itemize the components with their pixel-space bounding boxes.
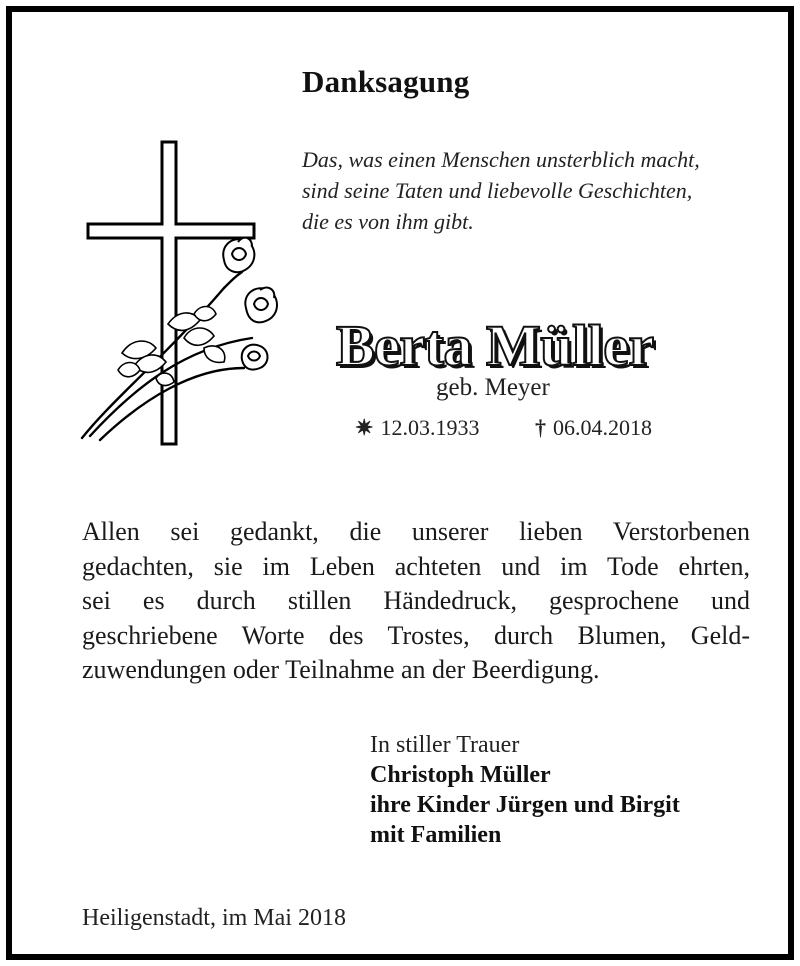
thanks-line: Allen sei gedankt, die unserer lieben Verstorbenen <box>82 517 750 546</box>
mourner-name: Christoph Müller <box>370 762 551 788</box>
notice-heading: Danksagung <box>302 64 470 99</box>
thanks-line: gedachten, sie im Leben achteten und im Tode ehrten, <box>82 551 750 581</box>
thanks-line: zuwendungen oder Teilnahme an der Beerdigung. <box>82 655 600 684</box>
death-date-line <box>535 415 652 441</box>
deceased-name: Berta Müller <box>336 313 654 378</box>
notice-frame <box>6 6 794 960</box>
birth-star-icon: ✷ <box>355 415 374 440</box>
quote-line: Das, was einen Menschen unsterblich macht, <box>302 147 700 172</box>
quote-line: sind seine Taten und liebevolle Geschichten, <box>302 178 693 203</box>
cross-with-roses-icon <box>74 138 294 450</box>
birth-date: 12.03.1933 <box>380 415 480 440</box>
maiden-name: geb. Meyer <box>436 374 550 401</box>
thanks-paragraph <box>82 515 750 688</box>
death-date: 06.04.2018 <box>553 415 652 440</box>
death-cross-icon: † <box>535 415 546 440</box>
mourner-name: ihre Kinder Jürgen und Birgit <box>370 792 680 818</box>
quote-line: die es von ihm gibt. <box>302 209 474 234</box>
mourning-lead: In stiller Trauer <box>370 732 520 758</box>
memorial-quote <box>302 144 700 237</box>
thanks-line: sei es durch stillen Händedruck, gesprochene und <box>82 586 750 615</box>
mourner-name: mit Familien <box>370 822 502 848</box>
thanks-line: geschriebene Worte des Trostes, durch Blumen, Geld- <box>82 620 750 650</box>
birth-date-line <box>355 415 479 441</box>
mourners-block <box>370 730 680 850</box>
place-date: Heiligenstadt, im Mai 2018 <box>82 905 346 931</box>
